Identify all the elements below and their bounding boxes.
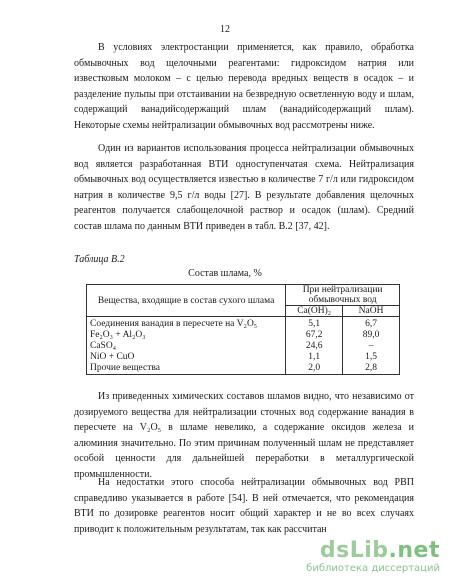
table-row: [87, 317, 400, 331]
watermark-brand-main: dsLib: [319, 538, 389, 563]
header-naoh: NaOH: [343, 306, 400, 317]
header-caoh2: Ca(OH)₂: [286, 306, 343, 317]
table-caption: Таблица В.2: [74, 254, 125, 265]
cell-caoh2: 5,1: [286, 317, 343, 331]
cell-caoh2: 67,2: [286, 330, 343, 341]
watermark-brand-tld: .net: [388, 538, 440, 563]
watermark-brand: [306, 538, 440, 563]
table-row: [87, 330, 400, 341]
cell-substance: Fe₂O₃ + Al₂O₃: [87, 330, 286, 341]
cell-naoh: 1,5: [343, 352, 400, 363]
cell-naoh: 6,7: [343, 317, 400, 331]
page-number: 12: [220, 24, 230, 35]
cell-caoh2: 2,0: [286, 363, 343, 375]
composition-table: [86, 284, 400, 375]
cell-naoh: 2,8: [343, 363, 400, 375]
paragraph-3: Из приведенных химических составов шламов видно, что независимо от дозируемого вещества для нейтрализации сточных вод содержание ванадия в пересчете на V₂O₅ в шламе невелико, а содержание оксидов железа и алюминия значительно. По этим причинам полученный шлам не представляет особой ценности для дальнейшей переработки в металлургической промышленности.: [74, 391, 414, 480]
table-row: [87, 341, 400, 352]
cell-caoh2: 1,1: [286, 352, 343, 363]
watermark-subtitle: библиотека диссертаций: [306, 563, 440, 574]
paragraph-1: В условиях электростанции применяется, как правило, обработка обмывочных вод щелочными реагентами: гидроксидом натрия или известковым молоком – с целью перевода вредных веществ в осадок – и разделение пульпы при отстаивании на безвредную осветленную воду и шлам, содержащий ванадийсодержащий шлам (ванадийсодержащий шлам). Некоторые схемы нейтрализации обмывочных вод рассмотрены ниже.: [74, 42, 414, 131]
table-row: [87, 363, 400, 375]
paragraph-4: На недостатки этого способа нейтрализации обмывочных вод РВП справедливо указывается в работе [54]. В ней отмечается, что рекомендация ВТИ по дозировке реагентов носит общий характер и не во всех случаях приводит к положительным результатам, так как рассчитан: [74, 477, 414, 535]
paragraph-2: Один из вариантов использования процесса нейтрализации обмывочных вод является разработанная ВТИ одноступенчатая схема. Нейтрализация обмывочных вод осуществляется известью в количестве 7 г/л или гидроксидом натрия в количестве 9,5 г/л воды [27]. В результате добавления щелочных реагентов получается слабощелочной раствор и осадок (шлам). Средний состав шлама по данным ВТИ приведен в табл. В.2 [37, 42].: [74, 143, 414, 232]
header-substance: Вещества, входящие в состав сухого шлама: [87, 285, 286, 317]
table-header-row: [87, 285, 400, 306]
table-row: [87, 352, 400, 363]
cell-substance: NiO + CuO: [87, 352, 286, 363]
cell-caoh2: 24,6: [286, 341, 343, 352]
cell-naoh: 89,0: [343, 330, 400, 341]
cell-naoh: –: [343, 341, 400, 352]
cell-substance: Соединения ванадия в пересчете на V₂O₅: [87, 317, 286, 331]
watermark-logo: [306, 538, 440, 574]
cell-substance: Прочие вещества: [87, 363, 286, 375]
table-title: Состав шлама, %: [188, 268, 262, 279]
header-neutralization: При нейтрализации обмывочных вод: [286, 285, 400, 306]
cell-substance: CaSO₄: [87, 341, 286, 352]
